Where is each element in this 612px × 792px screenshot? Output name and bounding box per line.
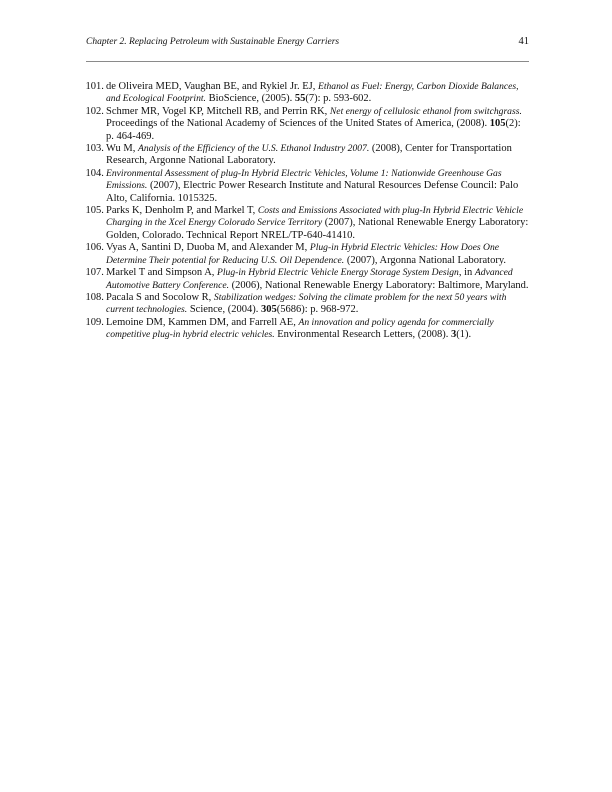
reference-103 xyxy=(86,143,529,168)
reference-108 xyxy=(86,292,529,317)
reference-source: (2007), Argonna National Laboratory. xyxy=(344,254,507,266)
reference-source: (2008), Center for Transportation Research, Argonne National Laboratory. xyxy=(106,143,512,167)
reference-107 xyxy=(86,267,529,292)
reference-source: BioScience, (2005). xyxy=(205,93,295,105)
reference-source: Environmental Research Letters, (2008). xyxy=(274,329,452,341)
reference-source-detail: (2006), National Renewable Energy Laboratory: Baltimore, Maryland. xyxy=(229,279,529,291)
reference-title: Costs and Emissions Associated with plug-In Hybrid Electric Vehicle Charging in the Xcel Energy Colorado Service Territory xyxy=(106,205,524,229)
reference-number: 101. xyxy=(85,81,104,92)
page-header xyxy=(86,35,529,51)
reference-number: 108. xyxy=(85,291,104,303)
reference-number: 104. xyxy=(85,167,104,179)
reference-101 xyxy=(86,81,529,106)
page-number: 41 xyxy=(518,36,529,47)
reference-authors: Lemoine DM, Kammen DM, and Farrell AE, xyxy=(106,316,299,328)
chapter-title: Chapter 2. Replacing Petroleum with Sustainable Energy Carriers xyxy=(86,37,340,47)
reference-source: (2007), National Renewable Energy Laboratory: Golden, Colorado. Technical Report NREL/TP-640-41410. xyxy=(106,217,529,241)
reference-title: Plug-in Hybrid Electric Vehicles: How Does One Determine Their potential for Reducing U.S. Oil Dependence. xyxy=(106,242,500,266)
reference-number: 105. xyxy=(85,205,104,217)
reference-number: 103. xyxy=(85,143,104,155)
reference-109 xyxy=(86,317,529,342)
reference-104 xyxy=(86,168,529,205)
reference-title: An innovation and policy agenda for commercially competitive plug-in hybrid electric vehicles. xyxy=(106,316,494,341)
reference-volume: 305 xyxy=(260,304,277,316)
reference-number: 102. xyxy=(85,105,104,117)
reference-pages: (7): p. 593-602. xyxy=(305,93,372,105)
reference-conference-title: Advanced Automotive Battery Conference. xyxy=(106,267,513,291)
reference-pages: (2): p. 464-469. xyxy=(106,118,521,142)
reference-title: Plug-in Hybrid Electric Vehicle Energy Storage System Design xyxy=(217,267,459,279)
reference-pages: (1). xyxy=(456,329,472,341)
reference-106 xyxy=(86,242,529,267)
reference-title: Ethanol as Fuel: Energy, Carbon Dioxide Balances, and Ecological Footprint. xyxy=(106,81,519,105)
reference-title: Stabilization wedges: Solving the climate problem for the next 50 years with current technologies. xyxy=(106,291,507,316)
reference-authors: Markel T and Simpson A, xyxy=(106,267,218,279)
reference-title: Analysis of the Efficiency of the U.S. Ethanol Industry 2007. xyxy=(137,143,370,155)
reference-number: 107. xyxy=(85,267,104,279)
reference-authors: Vyas A, Santini D, Duoba M, and Alexander M, xyxy=(106,242,310,254)
reference-source: (2007), Electric Power Research Institute and Natural Resources Defense Council: Palo Alto, California. 1015325. xyxy=(106,180,519,204)
reference-authors: Wu M, xyxy=(106,143,138,155)
reference-source: Proceedings of the National Academy of Sciences of the United States of America, (2008). xyxy=(106,118,490,130)
reference-authors: de Oliveira MED, Vaughan BE, and Rykiel Jr. EJ, xyxy=(106,81,318,92)
reference-authors: Pacala S and Socolow R, xyxy=(106,291,214,303)
reference-authors: Parks K, Denholm P, and Markel T, xyxy=(106,205,258,217)
header-divider xyxy=(86,61,529,62)
reference-pages: (5686): p. 968-972. xyxy=(276,304,359,316)
reference-list xyxy=(86,81,529,342)
reference-105 xyxy=(86,205,529,242)
reference-title: Net energy of cellulosic ethanol from switchgrass. xyxy=(329,105,522,117)
reference-102 xyxy=(86,106,529,143)
reference-authors: Schmer MR, Vogel KP, Mitchell RB, and Perrin RK, xyxy=(106,105,330,117)
reference-volume: 105 xyxy=(489,118,506,130)
reference-volume: 55 xyxy=(294,93,306,105)
reference-number: 106. xyxy=(85,242,104,254)
reference-title: Environmental Assessment of plug-In Hybrid Electric Vehicles, Volume 1: Nationwide Greenhouse Gas Emissions. xyxy=(106,167,502,192)
reference-volume: 3 xyxy=(451,329,457,341)
reference-source: , in xyxy=(458,267,475,279)
reference-source: Science, (2004). xyxy=(187,304,261,316)
reference-number: 109. xyxy=(85,316,104,328)
